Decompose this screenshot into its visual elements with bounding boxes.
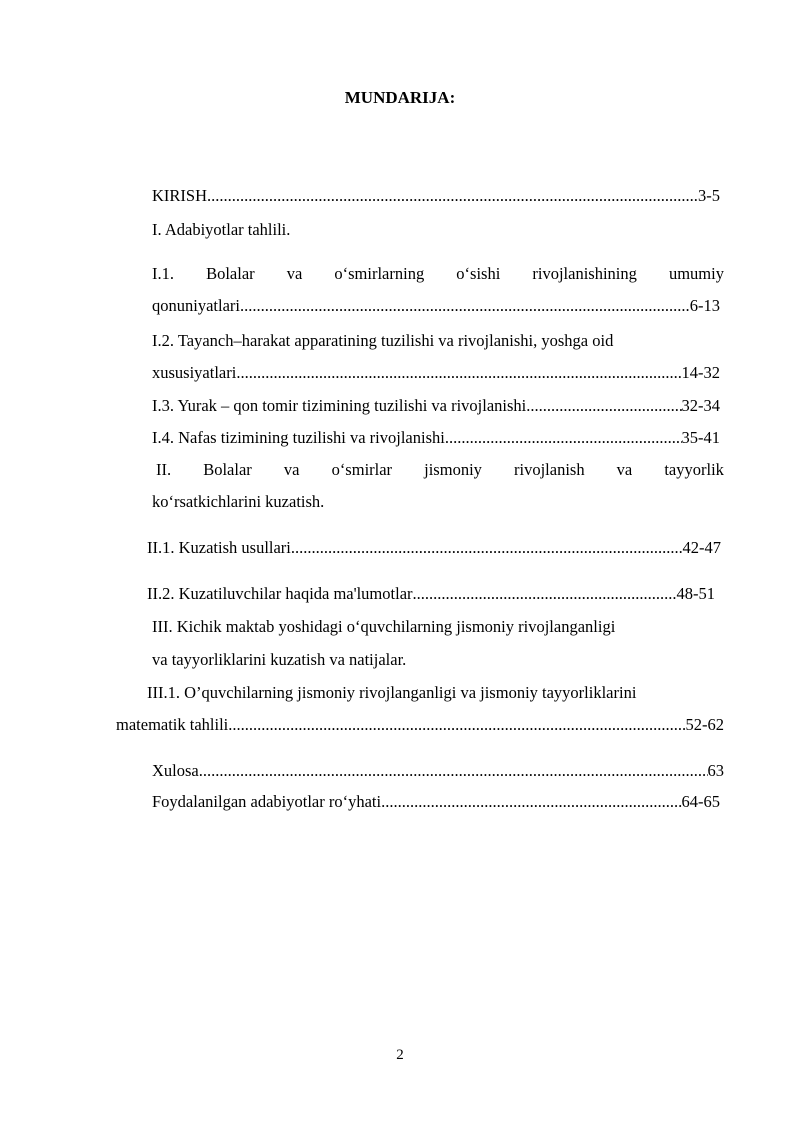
dot-leader bbox=[228, 715, 685, 735]
toc-entry-i4 bbox=[152, 428, 720, 448]
toc-entry-i2 bbox=[152, 363, 720, 383]
toc-entry-i2-line1: I.2. Tayanch–harakat apparatining tuzilishi va rivojlanishi, yoshga oid bbox=[152, 331, 614, 350]
section-heading-ii-line1 bbox=[156, 460, 724, 480]
toc-pages: 35-41 bbox=[681, 428, 720, 447]
toc-label: qonuniyatlari bbox=[152, 296, 240, 315]
toc-entry-i1-line1 bbox=[152, 264, 724, 284]
dot-leader bbox=[236, 363, 681, 383]
toc-pages: 64-65 bbox=[681, 792, 720, 811]
dot-leader bbox=[381, 792, 681, 812]
word: jismoniy bbox=[424, 460, 482, 479]
toc-entry-iii1-line1: III.1. O’quvchilarning jismoniy rivojlanganligi va jismoniy tayyorliklarini bbox=[147, 683, 637, 702]
toc-label: xususiyatlari bbox=[152, 363, 237, 382]
toc-label: Xulosa bbox=[152, 761, 199, 780]
toc-label: Foydalanilgan adabiyotlar ro‘yhati bbox=[152, 792, 382, 811]
toc-label: KIRISH bbox=[152, 186, 208, 205]
toc-label: II.2. Kuzatiluvchilar haqida ma'lumotlar bbox=[147, 584, 413, 603]
word: rivojlanishining bbox=[532, 264, 637, 283]
word: o‘smirlarning bbox=[334, 264, 425, 283]
word: o‘sishi bbox=[456, 264, 501, 283]
word: umumiy bbox=[668, 264, 724, 283]
page-number: 2 bbox=[396, 1047, 404, 1063]
toc-entry-ii1 bbox=[147, 538, 721, 558]
word: II. bbox=[156, 460, 172, 479]
toc-label: I.3. Yurak – qon tomir tizimining tuzilishi va rivojlanishi bbox=[152, 396, 527, 415]
word: o‘smirlar bbox=[331, 460, 393, 479]
toc-pages: 52-62 bbox=[685, 715, 724, 734]
word: Bolalar bbox=[203, 460, 252, 479]
dot-leader bbox=[207, 186, 698, 206]
page-title: MUNDARIJA: bbox=[344, 88, 456, 107]
toc-entry-iii1 bbox=[116, 715, 724, 735]
dot-leader bbox=[199, 761, 708, 781]
toc-entry-xulosa bbox=[152, 761, 724, 781]
dot-leader bbox=[291, 538, 683, 558]
toc-label: I.4. Nafas tizimining tuzilishi va rivojlanishi bbox=[152, 428, 445, 447]
dot-leader bbox=[240, 296, 690, 316]
toc-pages: 63 bbox=[707, 761, 724, 780]
word: Bolalar bbox=[206, 264, 255, 283]
dot-leader bbox=[526, 396, 681, 416]
dot-leader bbox=[413, 584, 677, 604]
dot-leader bbox=[445, 428, 682, 448]
toc-label: matematik tahlili bbox=[116, 715, 229, 734]
word: rivojlanish bbox=[514, 460, 585, 479]
word: va bbox=[283, 460, 300, 479]
section-heading-iii-line2: va tayyorliklarini kuzatish va natijalar. bbox=[152, 650, 407, 669]
toc-pages: 42-47 bbox=[682, 538, 721, 557]
section-heading-ii-line2: ko‘rsatkichlarini kuzatish. bbox=[152, 492, 325, 511]
toc-entry-i3 bbox=[152, 396, 720, 416]
word: va bbox=[286, 264, 303, 283]
section-heading-iii-line1: III. Kichik maktab yoshidagi o‘quvchilarning jismoniy rivojlanganligi bbox=[152, 617, 616, 636]
section-heading-i: I. Adabiyotlar tahlili. bbox=[152, 220, 291, 239]
toc-pages: 32-34 bbox=[681, 396, 720, 415]
word: va bbox=[616, 460, 633, 479]
toc-label: II.1. Kuzatish usullari bbox=[147, 538, 291, 557]
toc-pages: 3-5 bbox=[698, 186, 720, 205]
toc-pages: 48-51 bbox=[676, 584, 715, 603]
word: tayyorlik bbox=[664, 460, 724, 479]
toc-pages: 6-13 bbox=[689, 296, 720, 315]
toc-entry-ii2 bbox=[147, 584, 715, 604]
toc-entry-i1 bbox=[152, 296, 720, 316]
toc-pages: 14-32 bbox=[681, 363, 720, 382]
toc-entry-kirish bbox=[152, 186, 720, 206]
word: I.1. bbox=[152, 264, 174, 283]
toc-entry-adabiyotlar bbox=[152, 792, 720, 812]
